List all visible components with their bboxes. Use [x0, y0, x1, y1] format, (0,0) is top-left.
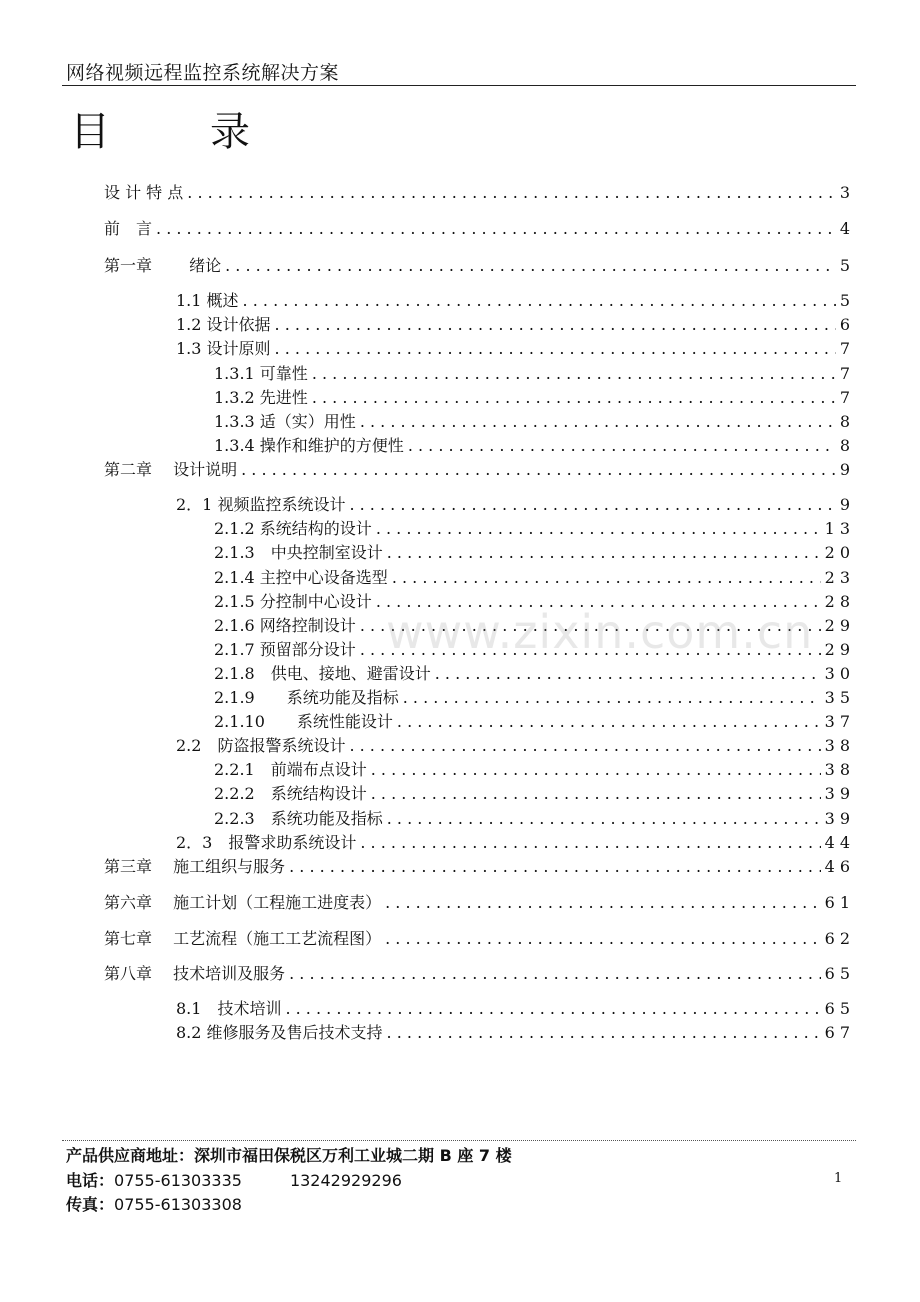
toc-entry-label: 1.3.4 操作和维护的方便性	[214, 436, 404, 455]
toc-entry-page: 29	[824, 640, 855, 659]
toc-entry-page: 46	[824, 857, 855, 876]
footer-address-value: 深圳市福田保税区万利工业城二期 B 座 7 楼	[194, 1146, 512, 1165]
toc-leader-dots	[156, 218, 836, 240]
toc-entry[interactable]	[214, 542, 855, 564]
toc-entry-page: 30	[824, 664, 855, 683]
toc-entry-page: 4	[839, 219, 855, 238]
toc-entry-label: 2．1 视频监控系统设计	[176, 495, 346, 514]
toc-leader-dots	[387, 1022, 821, 1044]
toc-entry-page: 5	[839, 291, 855, 310]
toc-entry[interactable]	[214, 808, 855, 830]
toc-leader-dots	[385, 892, 821, 914]
toc-leader-dots	[435, 663, 821, 685]
toc-entry-page: 39	[824, 784, 855, 803]
toc-entry[interactable]	[176, 735, 855, 757]
toc-entry-page: 5	[839, 256, 855, 275]
toc-entry[interactable]	[176, 494, 855, 516]
toc-entry-page: 67	[824, 1023, 855, 1042]
footer-phone-label: 电话：	[66, 1171, 115, 1190]
toc-entry-page: 44	[824, 833, 855, 852]
toc-entry-label: 2.1.10 系统性能设计	[214, 712, 393, 731]
toc-entry-label: 2.1.6 网络控制设计	[214, 616, 356, 635]
toc-entry-label: 1.2 设计依据	[176, 315, 271, 334]
toc-heading	[70, 108, 250, 156]
toc-entry-label: 第二章 设计说明	[104, 460, 238, 479]
toc-entry[interactable]	[104, 182, 855, 204]
toc-heading-char-1: 目	[70, 109, 110, 155]
toc-entry-label: 2.1.8 供电、接地、避雷设计	[214, 664, 431, 683]
toc-entry[interactable]	[214, 435, 855, 457]
header-rule	[62, 85, 856, 86]
toc-leader-dots	[225, 255, 836, 277]
toc-entry-label: 2.1.2 系统结构的设计	[214, 519, 372, 538]
toc-leader-dots	[289, 963, 821, 985]
toc-entry-label: 第一章 绪论	[104, 256, 222, 275]
toc-entry-page: 7	[839, 388, 855, 407]
toc-leader-dots	[387, 542, 821, 564]
toc-entry-label: 2.1.4 主控中心设备选型	[214, 568, 388, 587]
toc-leader-dots	[312, 363, 836, 385]
toc-leader-dots	[385, 928, 821, 950]
footer-fax-label: 传真：	[66, 1195, 115, 1214]
toc-entry-label: 8.1 技术培训	[176, 999, 282, 1018]
toc-leader-dots	[349, 494, 835, 516]
toc-entry-label: 第七章 工艺流程（施工工艺流程图）	[104, 929, 382, 948]
toc-leader-dots	[275, 338, 836, 360]
toc-entry-label: 2.2 防盗报警系统设计	[176, 736, 346, 755]
toc-entry[interactable]	[214, 411, 855, 433]
toc-entry-label: 第八章 技术培训及服务	[104, 964, 286, 983]
toc-entry-label: 2.2.3 系统功能及指标	[214, 809, 383, 828]
toc-entry-label: 第三章 施工组织与服务	[104, 857, 286, 876]
toc-heading-char-2: 录	[210, 109, 250, 155]
toc-leader-dots	[371, 759, 821, 781]
toc-leader-dots	[371, 783, 821, 805]
toc-entry[interactable]	[214, 567, 855, 589]
toc-entry-label: 2.2.1 前端布点设计	[214, 760, 367, 779]
toc-entry[interactable]	[104, 928, 855, 950]
toc-entry-page: 38	[824, 760, 855, 779]
toc-leader-dots	[408, 435, 836, 457]
toc-entry-label: 第六章 施工计划（工程施工进度表）	[104, 893, 382, 912]
toc-entry-label: 2．3 报警求助系统设计	[176, 833, 357, 852]
toc-entry-label: 设 计 特 点	[104, 183, 184, 202]
toc-entry[interactable]	[104, 892, 855, 914]
toc-entry-page: 62	[824, 929, 855, 948]
toc-entry-page: 9	[839, 495, 855, 514]
toc-entry-page: 65	[824, 964, 855, 983]
toc-entry-page: 20	[824, 543, 855, 562]
toc-entry-page: 35	[824, 688, 855, 707]
toc-leader-dots	[392, 567, 821, 589]
toc-entry-page: 65	[824, 999, 855, 1018]
toc-entry-page: 37	[824, 712, 855, 731]
toc-entry-label: 2.1.5 分控制中心设计	[214, 592, 372, 611]
toc-entry-page: 39	[824, 809, 855, 828]
toc-entry-label: 1.3.3 适（实）用性	[214, 412, 356, 431]
toc-entry-page: 7	[839, 339, 855, 358]
toc-leader-dots	[275, 314, 836, 336]
toc-entry[interactable]	[176, 338, 855, 360]
watermark: www.zixin.com.cn	[386, 605, 814, 659]
page-number: 1	[834, 1171, 843, 1186]
toc-entry[interactable]	[104, 856, 855, 878]
toc-entry[interactable]	[104, 459, 855, 481]
toc-entry[interactable]	[176, 1022, 855, 1044]
footer-rule	[62, 1140, 856, 1141]
toc-entry-page: 13	[824, 519, 855, 538]
toc-entry-page: 28	[824, 592, 855, 611]
toc-entry[interactable]	[214, 518, 855, 540]
toc-leader-dots	[360, 411, 836, 433]
toc-entry-page: 7	[839, 364, 855, 383]
toc-entry[interactable]	[176, 290, 855, 312]
toc-leader-dots	[241, 459, 836, 481]
toc-leader-dots	[312, 387, 836, 409]
header-title: 网络视频远程监控系统解决方案	[66, 62, 340, 84]
toc-entry-label: 8.2 维修服务及售后技术支持	[176, 1023, 383, 1042]
footer-fax-value: 0755-61303308	[114, 1195, 242, 1214]
toc-leader-dots	[397, 711, 821, 733]
toc-leader-dots	[376, 518, 821, 540]
toc-entry-page: 29	[824, 616, 855, 635]
toc-entry[interactable]	[214, 363, 855, 385]
footer-phone	[66, 1168, 402, 1191]
toc-leader-dots	[360, 832, 820, 854]
toc-entry-label: 1.3.2 先进性	[214, 388, 308, 407]
toc-entry[interactable]	[104, 255, 855, 277]
toc-entry[interactable]	[214, 663, 855, 685]
toc-entry-label: 2.1.7 预留部分设计	[214, 640, 356, 659]
footer-phone-value: 0755-61303335 13242929296	[114, 1171, 402, 1190]
toc-entry[interactable]	[176, 998, 855, 1020]
toc-entry-label: 2.1.3 中央控制室设计	[214, 543, 383, 562]
footer-address-label: 产品供应商地址：	[66, 1146, 195, 1165]
toc-entry[interactable]	[104, 963, 855, 985]
toc-entry-page: 23	[824, 568, 855, 587]
toc-entry[interactable]	[104, 218, 855, 240]
toc-entry[interactable]	[214, 783, 855, 805]
toc-entry[interactable]	[214, 711, 855, 733]
toc-entry-page: 9	[839, 460, 855, 479]
footer-address	[66, 1143, 512, 1166]
toc-entry[interactable]	[176, 832, 855, 854]
toc-entry-label: 1.3.1 可靠性	[214, 364, 308, 383]
toc-entry-label: 2.1.9 系统功能及指标	[214, 688, 399, 707]
toc-entry-page: 8	[839, 412, 855, 431]
footer-fax	[66, 1192, 242, 1215]
toc-leader-dots	[243, 290, 836, 312]
toc-entry[interactable]	[214, 759, 855, 781]
toc-entry-label: 2.2.2 系统结构设计	[214, 784, 367, 803]
toc-entry-page: 8	[839, 436, 855, 455]
toc-entry[interactable]	[214, 387, 855, 409]
toc-leader-dots	[349, 735, 820, 757]
toc-entry-page: 61	[824, 893, 855, 912]
toc-entry[interactable]	[176, 314, 855, 336]
toc-leader-dots	[285, 998, 820, 1020]
toc-leader-dots	[289, 856, 821, 878]
toc-entry-page: 3	[839, 183, 855, 202]
toc-entry-label: 1.3 设计原则	[176, 339, 271, 358]
toc-entry-page: 6	[839, 315, 855, 334]
toc-leader-dots	[387, 808, 821, 830]
toc-leader-dots	[187, 182, 836, 204]
toc-entry-label: 1.1 概述	[176, 291, 239, 310]
toc-entry[interactable]	[214, 687, 855, 709]
toc-entry-label: 前 言	[104, 219, 153, 238]
toc-leader-dots	[403, 687, 821, 709]
toc-entry-page: 38	[824, 736, 855, 755]
